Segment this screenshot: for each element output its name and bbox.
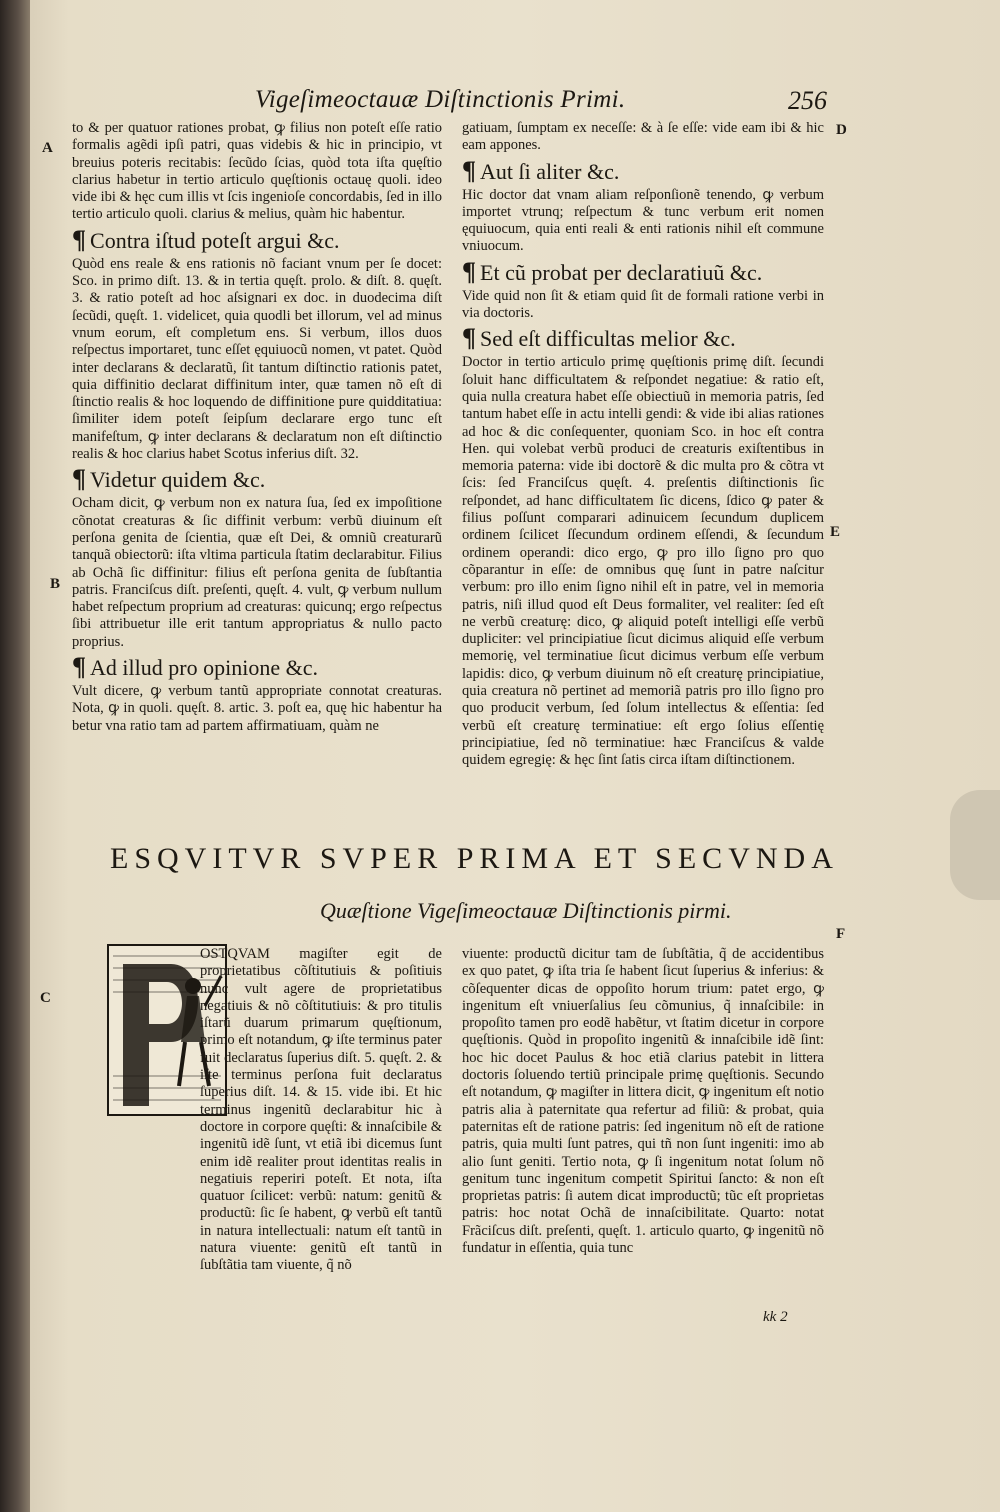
running-header: Vigeſimeoctauæ Diſtinctionis Primi. [255,86,626,113]
folio-number: 256 [788,86,827,115]
section-title: ESQVITVR SVPER PRIMA ET SECVNDA [110,842,839,875]
page-tab-edge [950,790,1000,900]
margin-letter-c: C [40,990,51,1006]
paragraph: gatiuam, ſumptam ex neceſſe: & à ſe eſſe: vide eam ibi & hic eam appones. [462,120,824,154]
pilcrow-icon: ¶ [462,323,477,353]
pilcrow-icon: ¶ [462,256,477,286]
margin-letter-d: D [836,122,847,138]
paragraph: Ocham dicit, ꝙ verbum non ex natura ſua, ſed ex impoſitione cõnotat creaturas & ſic diffinit verbum: verbũ diuinum eſt perſona genita de ſcientia, quæ eſt Dei, & omniũ creaturarũ tanquã obiectorũ: iſta vltima particula ſtatim declarabitur. Filius ab Ochã ſic diffinitur: filius eſt perſona genita de ſubſtantia patris. Franciſcus diſt. preſenti, quęſt. 4. vult, ꝙ verbum nullum habet reſpectum proprium ad creaturas: quicunq; ergo reſpectus ſibi attribuetur ille erit tantum appropriatus & nullo pacto proprius. [72,495,442,650]
paragraph: Doctor in tertio articulo primę quęſtionis primę diſt. ſecundi ſoluit hanc difficultatem & reſpondet negatiue: & ratio eſt, quia nulla creatura habet eſſe obiectiuũ in memoria patris, ſed tantum habet eſſe in actu intelli gendi: & vide ibi alias rationes ad hoc & dic conſequenter, quoniam Sco. in hoc eſt contra Hen. qui volebat verbũ produci de creaturis exiſtentibus in memoria paterna: vide ibi doctorẽ & dic multa pro & cõtra vt ſcis: ſed Franciſcus quęſt. 4. preſentis diſtinctionis ſic reſpondet, ad hanc difficultatem ſic dicens, ſdico ꝙ pater & filius poſſunt comparari adinuicem ſecundum duplicem ordinem ſcilicet ſſecundum ordinem eſſendi, & ſecundum ordinem operandi: dico ergo, ꝙ pro illo ſigno pro quo cõparantur in eſſe: de omnibus quę ſunt in patre naſcitur verbum: pro illo enim ſigno nihil eſt in patre, vel in memoria patris, niſi illud quod eſt Deus formaliter, vel realiter: ſed eſt ne verbũ creaturę: dico, ꝙ aliquid poteſt intelligi eſſe verbũ dupliciter: vel principiatiue ſicut dicimus aliquid eſſe verbum memorię, vel terminatiue ſicut dicimus verbum eſſe verbum lapidis: dico, ꝙ verbum diuinum nõ eſt creaturę principiatiue, quia creatura nõ pertinet ad memoriã patris pro illo ſigno pro quo producit verbum, ſed ſolum intellectus & eſſentia: ſed verbũ eſt creaturę terminatiue: eſt ergo ſolius eſſentię principiatiue, ſed nõ terminatiue: hæc Franciſcus & valde quidem egregię: & hęc ſint ſatis circa iſtam diſtinctionem. [462,354,824,769]
margin-letter-a: A [42,140,53,156]
paragraph: to & per quatuor rationes probat, ꝙ filius non poteſt eſſe ratio formalis agẽdi ipſi patri, quas videbis & hic in principio, vt breuius poteris recitabis: ſecũdo ſcias, quòd tota iſta quęſtio clarius habetur in tertio articulo quęſtionis octauę quoli. ideo vide ibi & hęc cum illis vt ſcis ingenioſe concordabis, ſed in illo tertio articulo quoli. clarius & melius, quàm hic habentur. [72,120,442,223]
section-heading: ¶ Videtur quidem &c. [72,464,266,494]
pilcrow-icon: ¶ [72,652,87,682]
section-heading: ¶ Ad illud pro opinione &c. [72,652,318,682]
right-column-top [462,120,824,825]
pilcrow-icon: ¶ [462,155,477,185]
margin-letter-e: E [830,524,841,540]
paragraph: Quòd ens reale & ens rationis nõ faciant vnum per ſe docet: Sco. in primo diſt. 13. & in tertia quęſt. prolo. & diſt. 8. quęſt. 3. & ratio poteſt ad hoc aſsignari ex doc. in duodecima diſt ſecũdi, quęſt. 1. videlicet, quia quodli bet illorum, vel ad minus vnum eorum, eſt completum ens. Si verbum, illos duos reſpectus importaret, tunc eſſet ęquiuocũ nomen, vt patet. Quòd inter declarans & declaratũ, ſit tantum diſtinctio rationis patet, quia diffinitio declarat diffinitum inter, quæ tamen nõ eſt di ſtinctio realis & hoc loquendo de diffinitione pure quidditatiua: ſimiliter idem poteſt ſeipſum declarare ergo tunc eſt manifeſtum, ꝙ inter declarans & declaratum non eſt diſtinctio realis & hoc clarius habet Scotus inferius diſt. 32. [72,255,442,463]
paragraph: OSTQVAM magiſter egit de proprietatibus cõſtitutiuis & poſitiuis nunc vult agere de proprietatibus negatiuis & nõ cõſtitutiuis: & pro titulis iſtarũ duarum primarum quęſtionum, primo eſt notandum, ꝙ iſte terminus pater fuit declaratus ſuperius diſt. 5. quęſt. 2. & iſte terminus perſona fuit declaratus ſuperius diſt. 14. & 15. vide ibi. Et hic terminus ingenitũ declarabitur hic à doctore in corpore quęſti: & innaſcibile & ingenitũ idẽ ſunt, vt etiã ibi dicemus ſunt enim idẽ realiter prout identitas realis in negatiuis reperiri poteſt. Et nota, iſta quatuor ſcilicet: verbũ: natum: genitũ & productũ: ſic ſe habent, ꝙ verbũ eſt tantũ in natura intellectuali: natum eſt tantũ in natura viuente: genitũ eſt tantũ in ſubſtãtia tam viuente, q̃ nõ [200,946,442,1274]
margin-letter-b: B [50,576,61,592]
right-column-bottom [462,946,824,1308]
section-heading: ¶ Et cũ probat per declaratiuũ &c. [462,256,763,286]
section-heading: ¶ Aut ſi aliter &c. [462,155,620,185]
book-spine [0,0,30,1512]
signature-mark: kk 2 [763,1309,788,1325]
pilcrow-icon: ¶ [72,224,87,254]
margin-letter-f: F [836,926,846,942]
left-column-bottom-narrow [200,946,442,1274]
pilcrow-icon: ¶ [72,464,87,494]
left-column-top [72,120,442,825]
book-page [30,0,1000,1512]
paragraph: Hic doctor dat vnam aliam reſponſionẽ tenendo, ꝙ verbum importet vtrunq; reſpectum & tunc verbum erit nomen ęquiuocum, quia enti reali & enti rationis nihil eſt commune vniuocum. [462,186,824,255]
paragraph: viuente: productũ dicitur tam de ſubſtãtia, q̃ de accidentibus ex quo patet, ꝙ iſta tria ſe habent ſicut ſuperius & inferius: & cõſequenter dicas de oppoſito horum trium: patet ergo, ꝙ ingenitum eſt vniuerſalius ſeu cõmunius, q̃ innaſcibile: in propoſito tamen pro eodẽ habẽtur, vt ſtatim dicetur in corpore quęſtionis. Quòd in propoſito ingenitũ & innaſcibile idẽ ſint: hoc hic docet Paulus & hoc etiã clarius patebit in littera doctoris ſoluendo tertiũ principale primę quęſtionis. Secundo eſt notandum, ꝙ magiſter in littera dicit, ꝙ ingenitum eſt notio patris alia à paternitate qua refertur ad filiũ: & probat, quia paternitas eſt de ratione patris: ſed ingenitum nõ eſt de ratione patris, quia multi ſunt patres, qui tñ non ſunt ingeniti: imo ab alio ſunt geniti. Tertio nota, ꝙ ſi ingenitum notat ſolum nõ genitum tunc ingenitum competit Spiritui ſancto: & non eſt proprietas patris: ſi autem dicat improductũ; tũc eſt proprietas patris: hoc notat Ochã de innaſcibilitate. Quarto: notat Frãciſcus diſt. preſenti, quęſt. 1. articulo quarto, ꝙ ingenitũ nõ fundatur in eſſentia, quia tunc [462,946,824,1257]
section-heading: ¶ Contra iſtud poteſt argui &c. [72,224,340,254]
section-subtitle: Quæſtione Vigeſimeoctauæ Diſtinctionis pirmi. [320,898,732,923]
paragraph: Vide quid non ſit & etiam quid ſit de formali ratione verbi in via doctoris. [462,287,824,322]
paragraph: Vult dicere, ꝙ verbum tantũ appropriate connotat creaturas. Nota, ꝙ in quoli. quęſt. 8. artic. 3. poſt ea, quę hic habentur ha betur vna ratio tam ad partem affirmatiuam, quàm ne [72,683,442,734]
section-heading: ¶ Sed eſt difficultas melior &c. [462,323,736,353]
